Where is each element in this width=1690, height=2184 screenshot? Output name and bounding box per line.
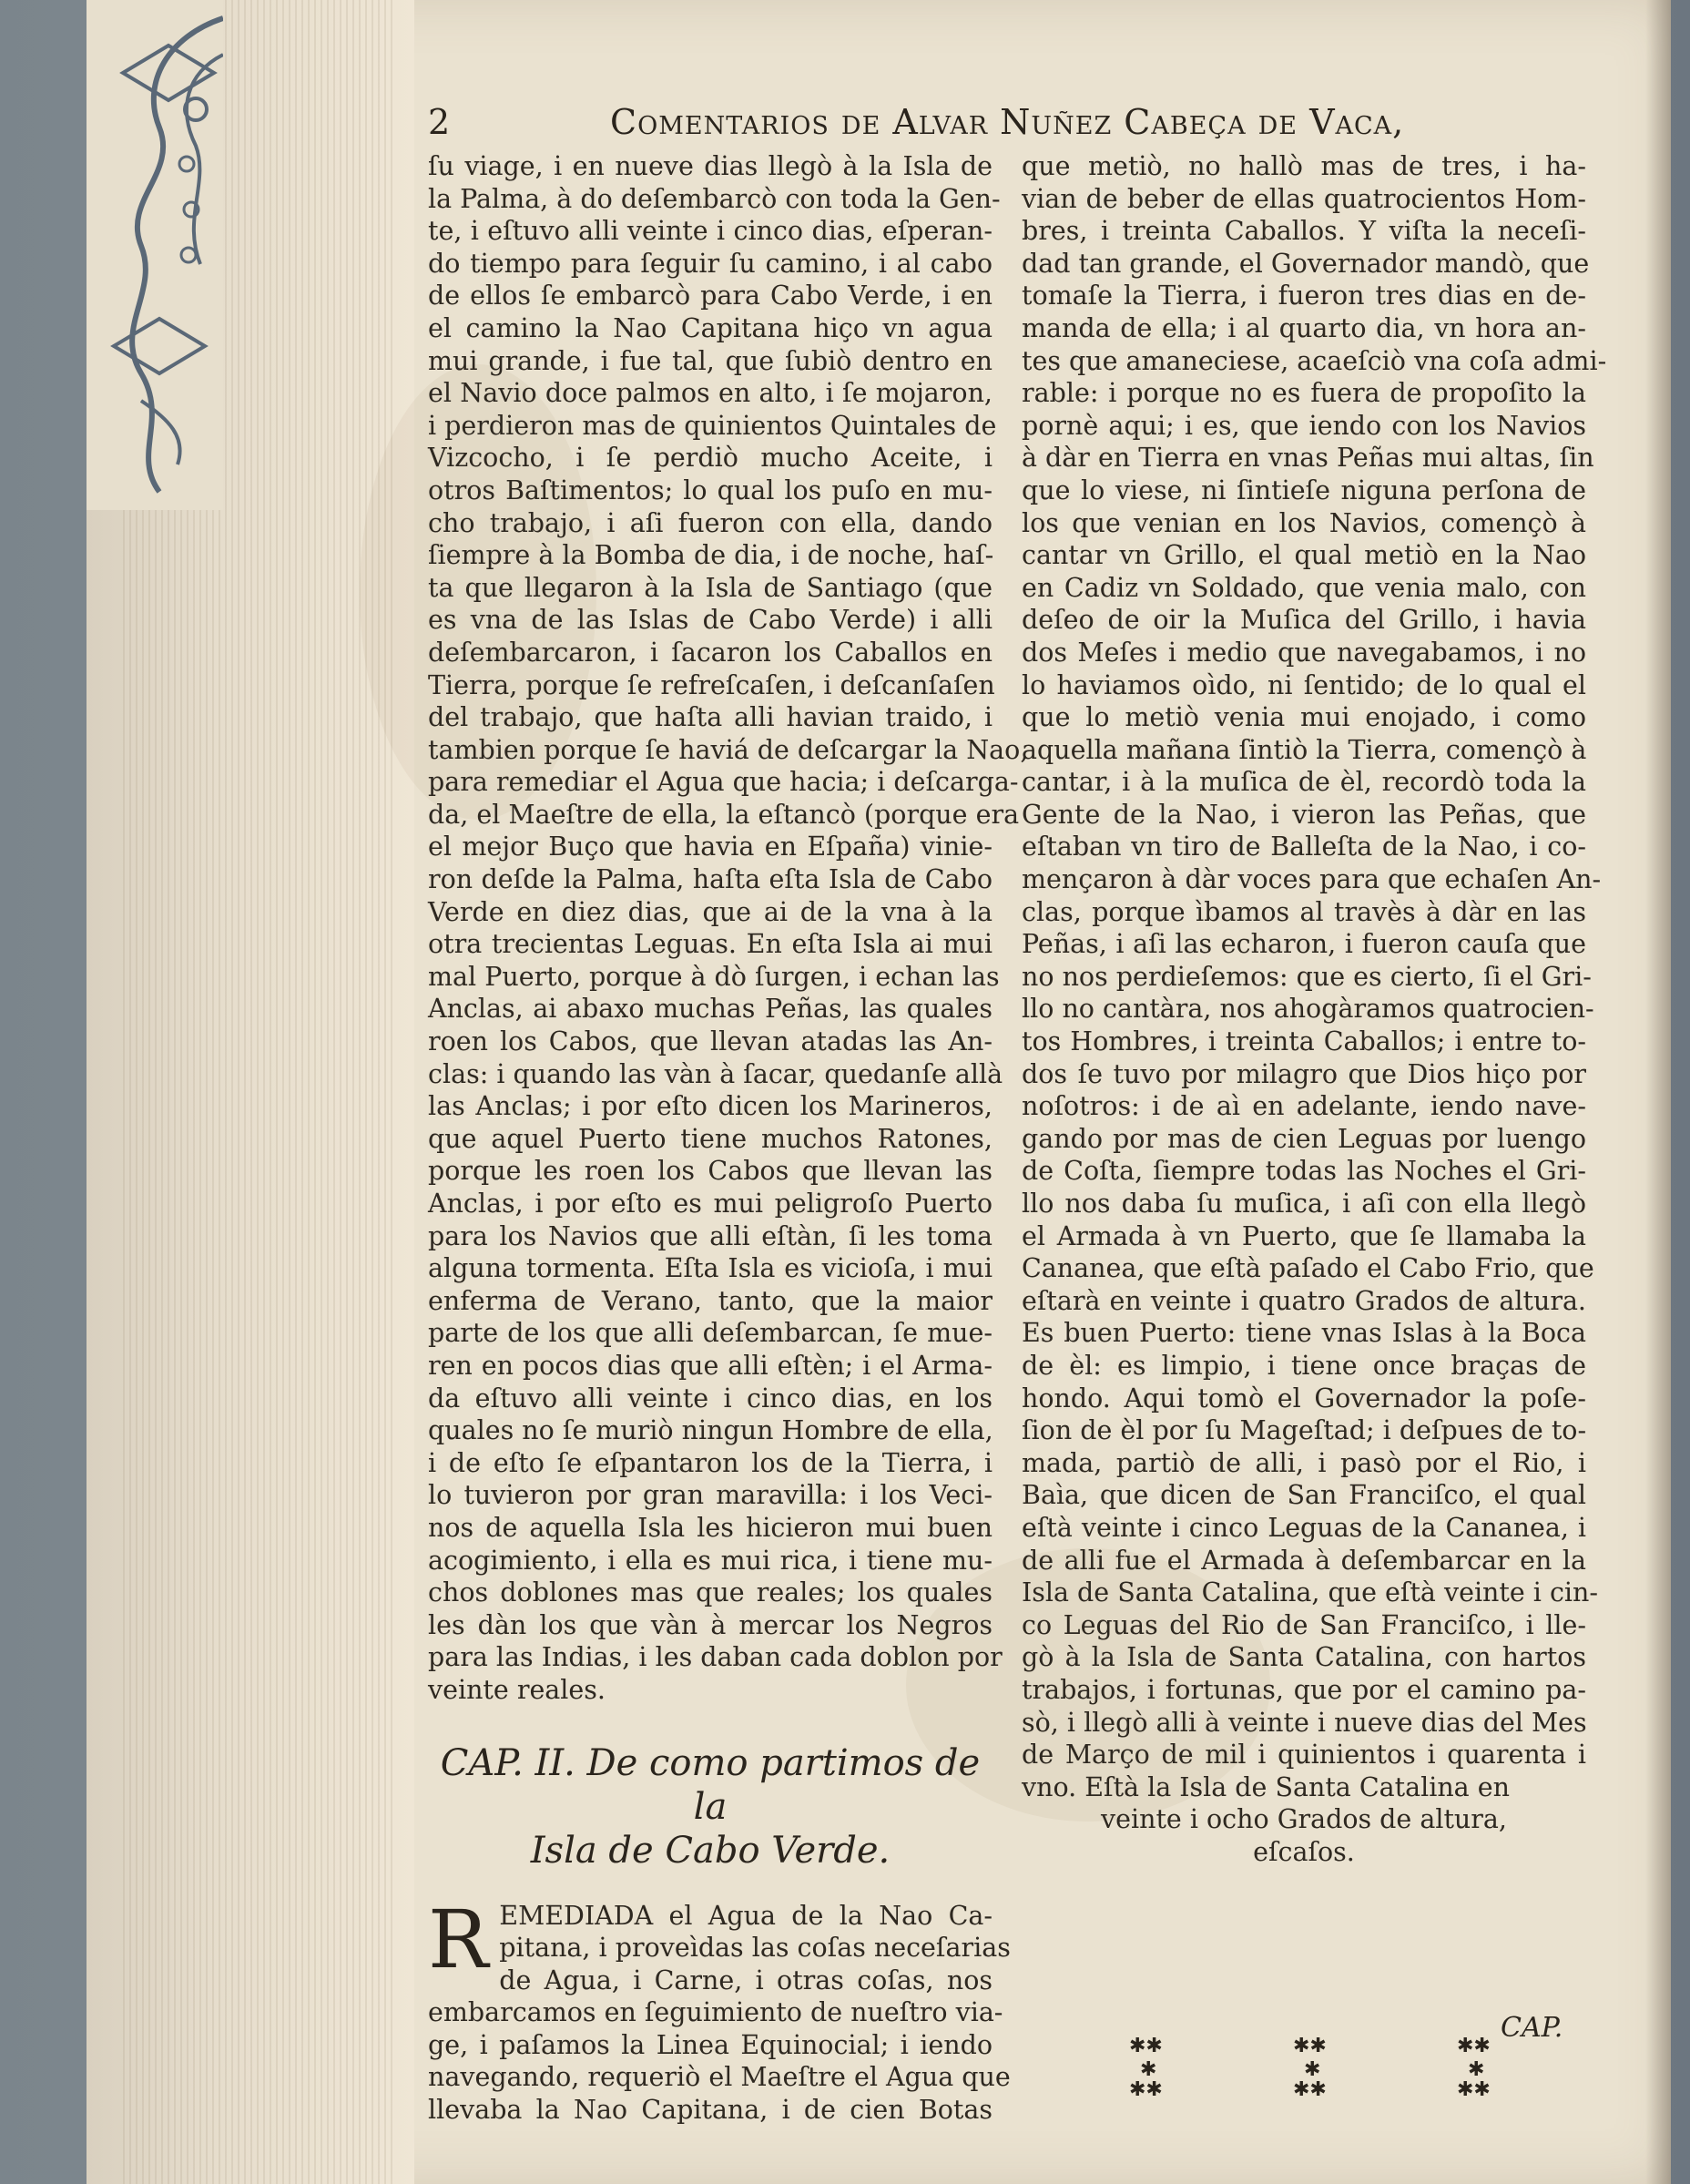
asterisk-fleuron-icon: ✱✱ ✱ ✱✱ — [1457, 2035, 1491, 2101]
text-line: ſiempre à la Bomba de dia, i de noche, haſ- — [428, 540, 994, 571]
text-line: tos Hombres, i treinta Caballos; i entre to- — [1022, 1026, 1586, 1057]
text-line: EMEDIADA el Agua de la Nao Ca- — [499, 1900, 993, 1931]
text-line: de ellos ſe embarcò para Cabo Verde, i en — [428, 281, 993, 311]
text-line: ron deſde la Palma, haſta eſta Isla de Cabo — [428, 864, 993, 895]
text-line: que lo metiò venia mui enojado, i como — [1022, 702, 1586, 733]
text-line: que lo viese, ni ſintieſe niguna perſona de — [1022, 475, 1586, 505]
page-number: 2 — [428, 102, 452, 142]
text-line: Verde en diez dias, que ai de la vna à la — [428, 896, 993, 927]
text-line: los que venian en los Navios, començò à — [1022, 507, 1586, 538]
text-line: pornè aqui; i es, que iendo con los Navios — [1022, 410, 1586, 441]
text-line: mada, partiò de alli, i pasò por el Rio, i — [1022, 1447, 1586, 1478]
text-line: gò à la Isla de Santa Catalina, con hartos — [1022, 1642, 1586, 1673]
chapter-body — [428, 1892, 1011, 2127]
text-line: las Anclas; i por eſto dicen los Marineros, — [428, 1091, 993, 1122]
text-line: hondo. Aqui tomò el Governador la poſe- — [1022, 1383, 1586, 1413]
text-line: llo no cantàra, nos ahogàramos quatrocien- — [1022, 994, 1594, 1025]
text-line: Tierra, porque ſe refreſcaſen, i deſcanſaſen — [428, 669, 995, 700]
text-line: nos de aquella Isla les hicieron mui buen — [428, 1512, 993, 1543]
left-text-column — [428, 150, 1029, 2127]
text-line: alguna tormenta. Eſta Isla es vicioſa, i mui — [428, 1253, 993, 1284]
text-line: es vna de las Islas de Cabo Verde) i alli — [428, 605, 993, 636]
asterisk-ornament-row — [1129, 2035, 1512, 2117]
text-line: pitana, i proveìdas las coſas neceſarias — [499, 1933, 1011, 1964]
text-line: de Março de mil i quinientos i quarenta i — [1022, 1740, 1586, 1771]
text-line: para los Navios que alli eſtàn, ſi les toma — [428, 1220, 993, 1251]
text-line: dos ſe tuvo por milagro que Dios hiço por — [1022, 1058, 1586, 1089]
text-line: deſeo de oir la Muſica del Grillo, i havia — [1022, 605, 1586, 636]
text-line: bres, i treinta Caballos. Y viſta la neceſi- — [1022, 216, 1586, 247]
text-line: porque les roen los Cabos que llevan las — [428, 1156, 993, 1187]
text-line: la Palma, à do deſembarcò con toda la Gen- — [428, 183, 1001, 214]
text-line: mençaron à dàr voces para que echaſen An- — [1022, 864, 1602, 895]
text-line: de èl: es limpio, i tiene once braças de — [1022, 1350, 1586, 1381]
text-line: noſotros: i de aì en adelante, iendo nave- — [1022, 1091, 1586, 1122]
text-line: Baìa, que dicen de San Franciſco, el qual — [1022, 1480, 1586, 1511]
text-line: te, i eſtuvo alli veinte i cinco dias, eſperan- — [428, 216, 993, 247]
text-line: enferma de Verano, tanto, que la maior — [428, 1285, 993, 1316]
text-line: otra trecientas Leguas. En eſta Isla ai mui — [428, 929, 993, 960]
asterisk-fleuron-icon: ✱✱ ✱ ✱✱ — [1293, 2035, 1327, 2101]
right-text-column — [1022, 150, 1607, 1868]
text-line: aquella mañana ſintiò la Tierra, començò à — [1022, 734, 1587, 765]
text-line: de Agua, i Carne, i otras coſas, nos — [499, 1965, 993, 1995]
chapter-heading-line-1: CAP. II. De como partimos de la — [440, 1741, 981, 1828]
text-line: que metiò, no hallò mas de tres, i ha- — [1022, 151, 1586, 181]
text-line: en Cadiz vn Soldado, que venia malo, con — [1022, 572, 1586, 603]
text-line: cho trabajo, i aſi fueron con ella, dando — [428, 507, 993, 538]
text-line: clas: i quando las vàn à ſacar, quedanſe allà — [428, 1058, 1003, 1089]
text-line: tomaſe la Tierra, i fueron tres dias en de- — [1022, 281, 1586, 311]
text-line: quales no ſe muriò ningun Hombre de ella, — [428, 1415, 993, 1446]
text-line: do tiempo para ſeguir ſu camino, i al cabo — [428, 248, 993, 279]
text-line: Cananea, que eſtà paſado el Cabo Frio, que — [1022, 1253, 1594, 1284]
text-line: Es buen Puerto: tiene vnas Islas à la Boca — [1022, 1318, 1586, 1349]
text-line: Anclas, i por eſto es mui peligroſo Puerto — [428, 1189, 993, 1219]
chapter-body-text — [428, 1892, 1011, 2127]
text-line: da eſtuvo alli veinte i cinco dias, en los — [428, 1383, 993, 1413]
text-line: ſu viage, i en nueve dias llegò à la Isla de — [428, 151, 993, 181]
text-line: dos Meſes i medio que navegabamos, i no — [1022, 637, 1586, 668]
text-line: mal Puerto, porque à dò ſurgen, i echan las — [428, 961, 1000, 992]
text-line: tambien porque ſe haviá de deſcargar la Nao, — [428, 734, 1029, 765]
text-line: chos doblones mas que reales; los quales — [428, 1577, 993, 1608]
decorative-endpaper-icon — [87, 0, 223, 510]
text-line: eſcaſos. — [1253, 1836, 1355, 1867]
running-title: Comentarios de Alvar Nuñez Cabeça de Vaca, — [610, 102, 1405, 142]
drop-cap: R — [428, 1892, 489, 1986]
text-line: Peñas, i aſi las echaron, i fueron cauſa que — [1022, 929, 1586, 960]
text-line: Isla de Santa Catalina, que eſtà veinte i cin- — [1022, 1577, 1599, 1608]
text-line: el Armada à vn Puerto, que ſe llamaba la — [1022, 1220, 1586, 1251]
text-line: de Coſta, ſiempre todas las Noches el Gri- — [1022, 1156, 1586, 1187]
text-line: parte de los que alli deſembarcan, ſe mue- — [428, 1318, 993, 1349]
text-line: mui grande, i fue tal, que ſubiò dentro en — [428, 345, 993, 376]
text-line: acogimiento, i ella es mui rica, i tiene mu- — [428, 1545, 993, 1576]
text-line: el camino la Nao Capitana hiço vn agua — [428, 312, 993, 343]
chapter-heading-line-2: Isla de Cabo Verde. — [530, 1829, 891, 1872]
text-line: eſtarà en veinte i quatro Grados de altura. — [1022, 1285, 1586, 1316]
text-line: ta que llegaron à la Isla de Santiago (que — [428, 572, 993, 603]
catchword: CAP. — [1501, 2012, 1563, 2044]
text-line: deſembarcaron, i ſacaron los Caballos en — [428, 637, 993, 668]
text-line: trabajos, i fortunas, que por el camino pa- — [1022, 1674, 1586, 1705]
text-line: no nos perdieſemos: que es cierto, ſi el Gri- — [1022, 961, 1592, 992]
asterisk-fleuron-icon: ✱✱ ✱ ✱✱ — [1129, 2035, 1163, 2101]
text-line: eſtaban vn tiro de Balleſta de la Nao, i co- — [1022, 832, 1586, 862]
left-body-text — [428, 150, 1029, 1707]
text-line: veinte reales. — [428, 1674, 606, 1705]
text-line: i de eſto ſe eſpantaron los de la Tierra, i — [428, 1447, 993, 1478]
text-line: el mejor Buço que havia en Eſpaña) vinie- — [428, 832, 993, 862]
text-line: ſion de èl por ſu Mageſtad; i deſpues de to- — [1022, 1415, 1587, 1446]
text-line: i perdieron mas de quinientos Quintales de — [428, 410, 997, 441]
text-line: cantar vn Grillo, el qual metiò en la Nao — [1022, 540, 1586, 571]
text-line: da, el Maeſtre de ella, la eſtancò (porque era — [428, 799, 1020, 830]
text-line: co Leguas del Rio de San Franciſco, i lle- — [1022, 1609, 1586, 1640]
page-header — [428, 102, 1612, 142]
text-line: para las Indias, i les daban cada doblon por — [428, 1642, 1003, 1673]
text-line: dad tan grande, el Governador mandò, que — [1022, 248, 1590, 279]
text-line: ren en pocos dias que alli eſtèn; i el Arma- — [428, 1350, 993, 1381]
text-line: lo tuvieron por gran maravilla: i los Veci- — [428, 1480, 993, 1511]
text-line: veinte i ocho Grados de altura, — [1101, 1804, 1507, 1835]
text-line: el Navio doce palmos en alto, i ſe mojaron, — [428, 378, 993, 409]
text-line: eſtà veinte i cinco Leguas de la Cananea, i — [1022, 1512, 1586, 1543]
text-line: llo nos daba ſu muſica, i aſi con ella llegò — [1022, 1189, 1586, 1219]
text-line: les dàn los que vàn à mercar los Negros — [428, 1609, 993, 1640]
page-edge-shadow — [1645, 0, 1671, 2184]
text-line: lo haviamos oìdo, ni ſentido; de lo qual el — [1022, 669, 1586, 700]
text-line: del trabajo, que haſta alli havian traido, i — [428, 702, 993, 733]
text-line: Gente de la Nao, i vieron las Peñas, que — [1022, 799, 1586, 830]
text-line: cantar, i à la muſica de èl, recordò toda la — [1022, 767, 1586, 798]
text-line: llevaba la Nao Capitana, i de cien Botas — [428, 2095, 993, 2126]
text-line: gando por mas de cien Leguas por luengo — [1022, 1123, 1586, 1154]
text-line: sò, i llegò alli à veinte i nueve dias del Mes — [1022, 1707, 1587, 1738]
text-line: ge, i paſamos la Linea Equinocial; i iendo — [428, 2029, 993, 2060]
text-line: vno. Eſtà la Isla de Santa Catalina en — [1022, 1771, 1510, 1802]
text-line: vian de beber de ellas quatrocientos Hom- — [1022, 183, 1586, 214]
text-line: manda de ella; i al quarto dia, vn hora an- — [1022, 312, 1586, 343]
right-centered-text — [1022, 1803, 1586, 1868]
text-line: otros Baſtimentos; lo qual los puſo en mu- — [428, 475, 993, 505]
text-line: embarcamos en ſeguimiento de nueſtro via- — [428, 1997, 1003, 2028]
text-line: Anclas, ai abaxo muchas Peñas, las quales — [428, 994, 993, 1025]
chapter-heading — [428, 1741, 993, 1873]
text-line: à dàr en Tierra en vnas Peñas mui altas, ſin — [1022, 443, 1594, 474]
text-line: roen los Cabos, que llevan atadas las An- — [428, 1026, 993, 1057]
text-line: tes que amaneciese, acaeſciò vna coſa admi- — [1022, 345, 1607, 376]
text-line: que aquel Puerto tiene muchos Ratones, — [428, 1123, 993, 1154]
text-line: rable: i porque no es fuera de propoſito la — [1022, 378, 1586, 409]
text-line: Vizcocho, i ſe perdiò mucho Aceite, i — [428, 443, 993, 474]
text-line: para remediar el Agua que hacia; i deſcarga- — [428, 767, 1019, 798]
text-line: navegando, requeriò el Maeſtre el Agua que — [428, 2062, 1011, 2093]
right-body-text — [1022, 150, 1607, 1803]
text-line: de alli fue el Armada à deſembarcar en la — [1022, 1545, 1586, 1576]
text-line: clas, porque ìbamos al travès à dàr en las — [1022, 896, 1586, 927]
